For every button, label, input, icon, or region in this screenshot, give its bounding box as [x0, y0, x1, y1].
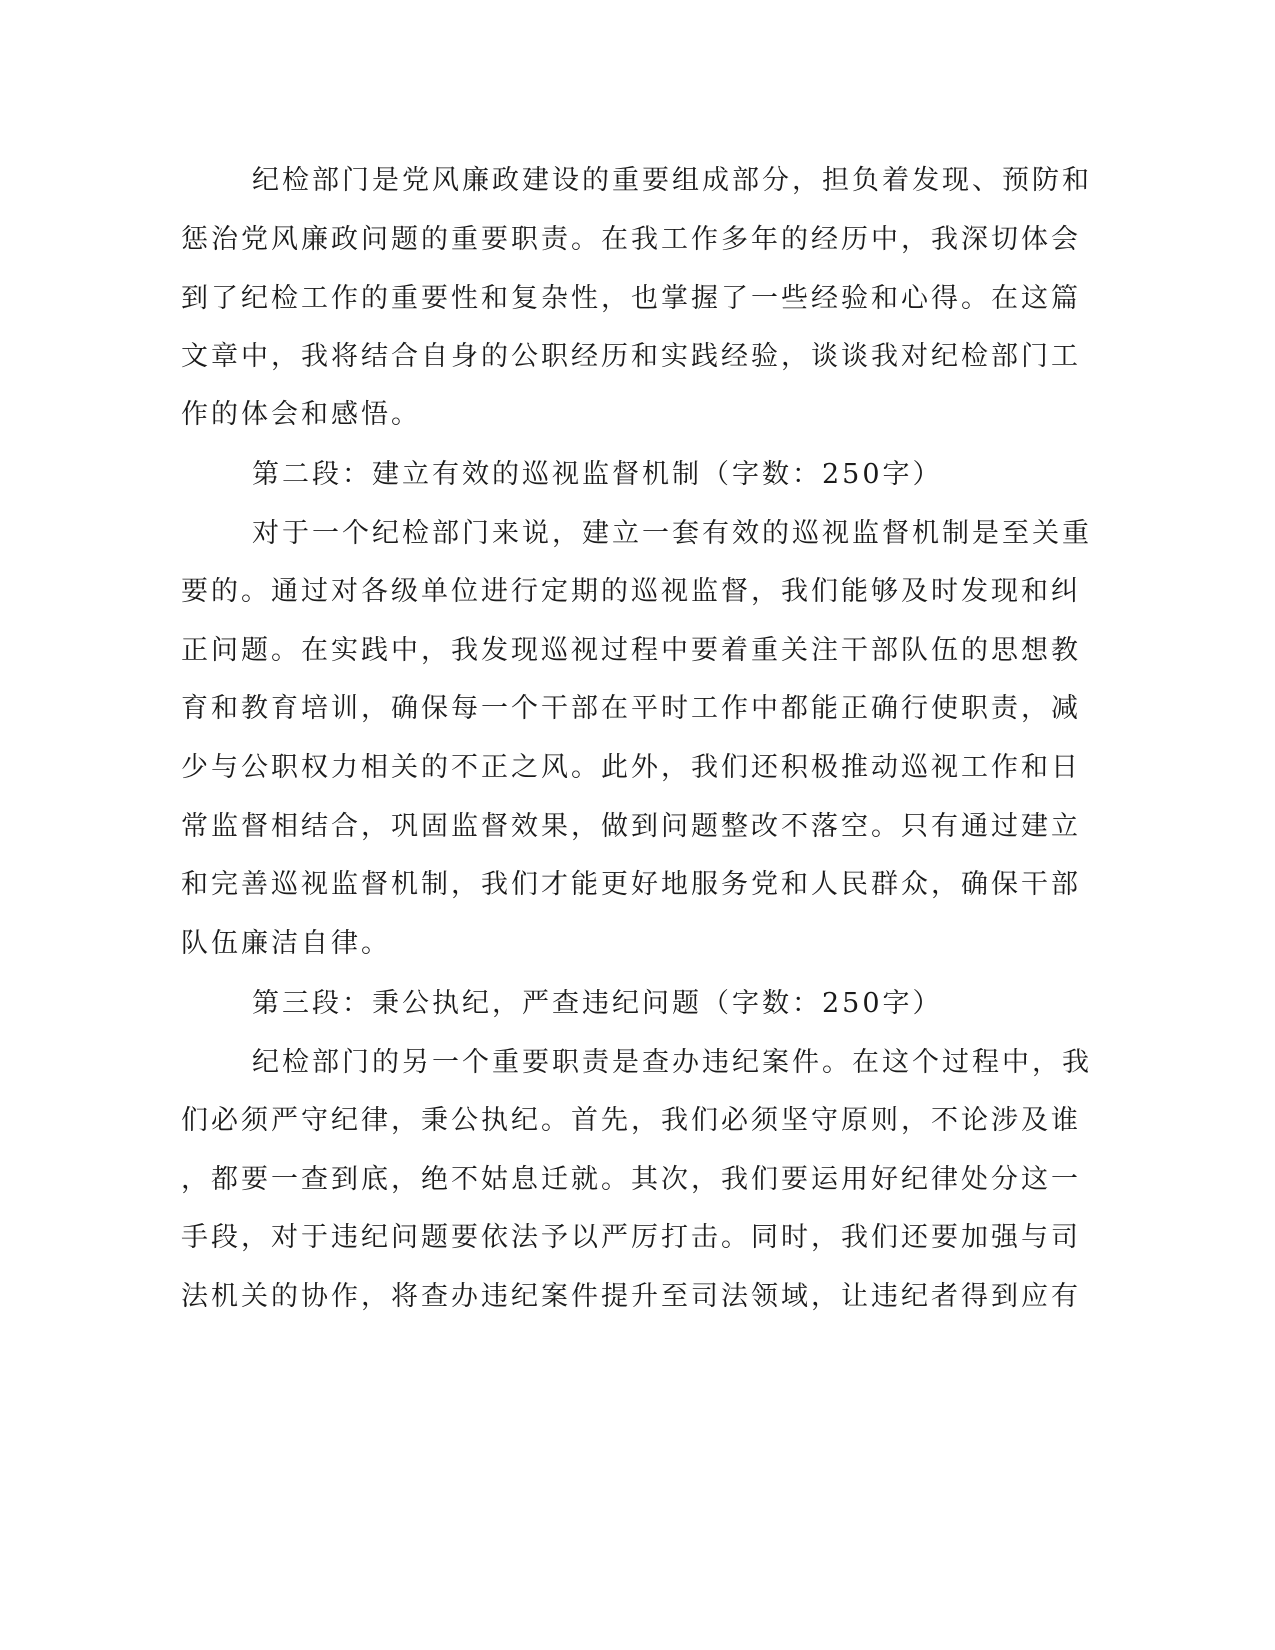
text-line: 文章中，我将结合自身的公职经历和实践经验，谈谈我对纪检部门工: [181, 341, 1081, 372]
text-line: 和完善巡视监督机制，我们才能更好地服务党和人民群众，确保干部: [181, 869, 1081, 900]
text-line: 惩治党风廉政问题的重要职责。在我工作多年的经历中，我深切体会: [181, 224, 1081, 255]
text-line: 正问题。在实践中，我发现巡视过程中要着重关注干部队伍的思想教: [181, 635, 1081, 666]
text-line: 纪检部门的另一个重要职责是查办违纪案件。在这个过程中，我: [252, 1047, 1092, 1078]
section-heading: 第二段：建立有效的巡视监督机制（字数：250字）: [252, 459, 943, 490]
text-line: 少与公职权力相关的不正之风。此外，我们还积极推动巡视工作和日: [181, 752, 1081, 783]
text-line: 作的体会和感悟。: [181, 399, 421, 430]
text-line: 们必须严守纪律，秉公执纪。首先，我们必须坚守原则，不论涉及谁: [181, 1105, 1081, 1136]
text-line: 对于一个纪检部门来说，建立一套有效的巡视监督机制是至关重: [252, 518, 1092, 549]
text-line: 法机关的协作，将查办违纪案件提升至司法领域，让违纪者得到应有: [181, 1281, 1081, 1312]
text-line: 手段，对于违纪问题要依法予以严厉打击。同时，我们还要加强与司: [181, 1222, 1081, 1253]
text-line: 常监督相结合，巩固监督效果，做到问题整改不落空。只有通过建立: [181, 811, 1081, 842]
text-line: 纪检部门是党风廉政建设的重要组成部分，担负着发现、预防和: [252, 165, 1092, 196]
text-line: 要的。通过对各级单位进行定期的巡视监督，我们能够及时发现和纠: [181, 576, 1081, 607]
section-heading: 第三段：秉公执纪，严查违纪问题（字数：250字）: [252, 988, 943, 1019]
text-line: 到了纪检工作的重要性和复杂性，也掌握了一些经验和心得。在这篇: [181, 283, 1081, 314]
text-line: 育和教育培训，确保每一个干部在平时工作中都能正确行使职责，减: [181, 693, 1081, 724]
text-line: ，都要一查到底，绝不姑息迁就。其次，我们要运用好纪律处分这一: [181, 1164, 1081, 1195]
text-line: 队伍廉洁自律。: [181, 928, 391, 959]
